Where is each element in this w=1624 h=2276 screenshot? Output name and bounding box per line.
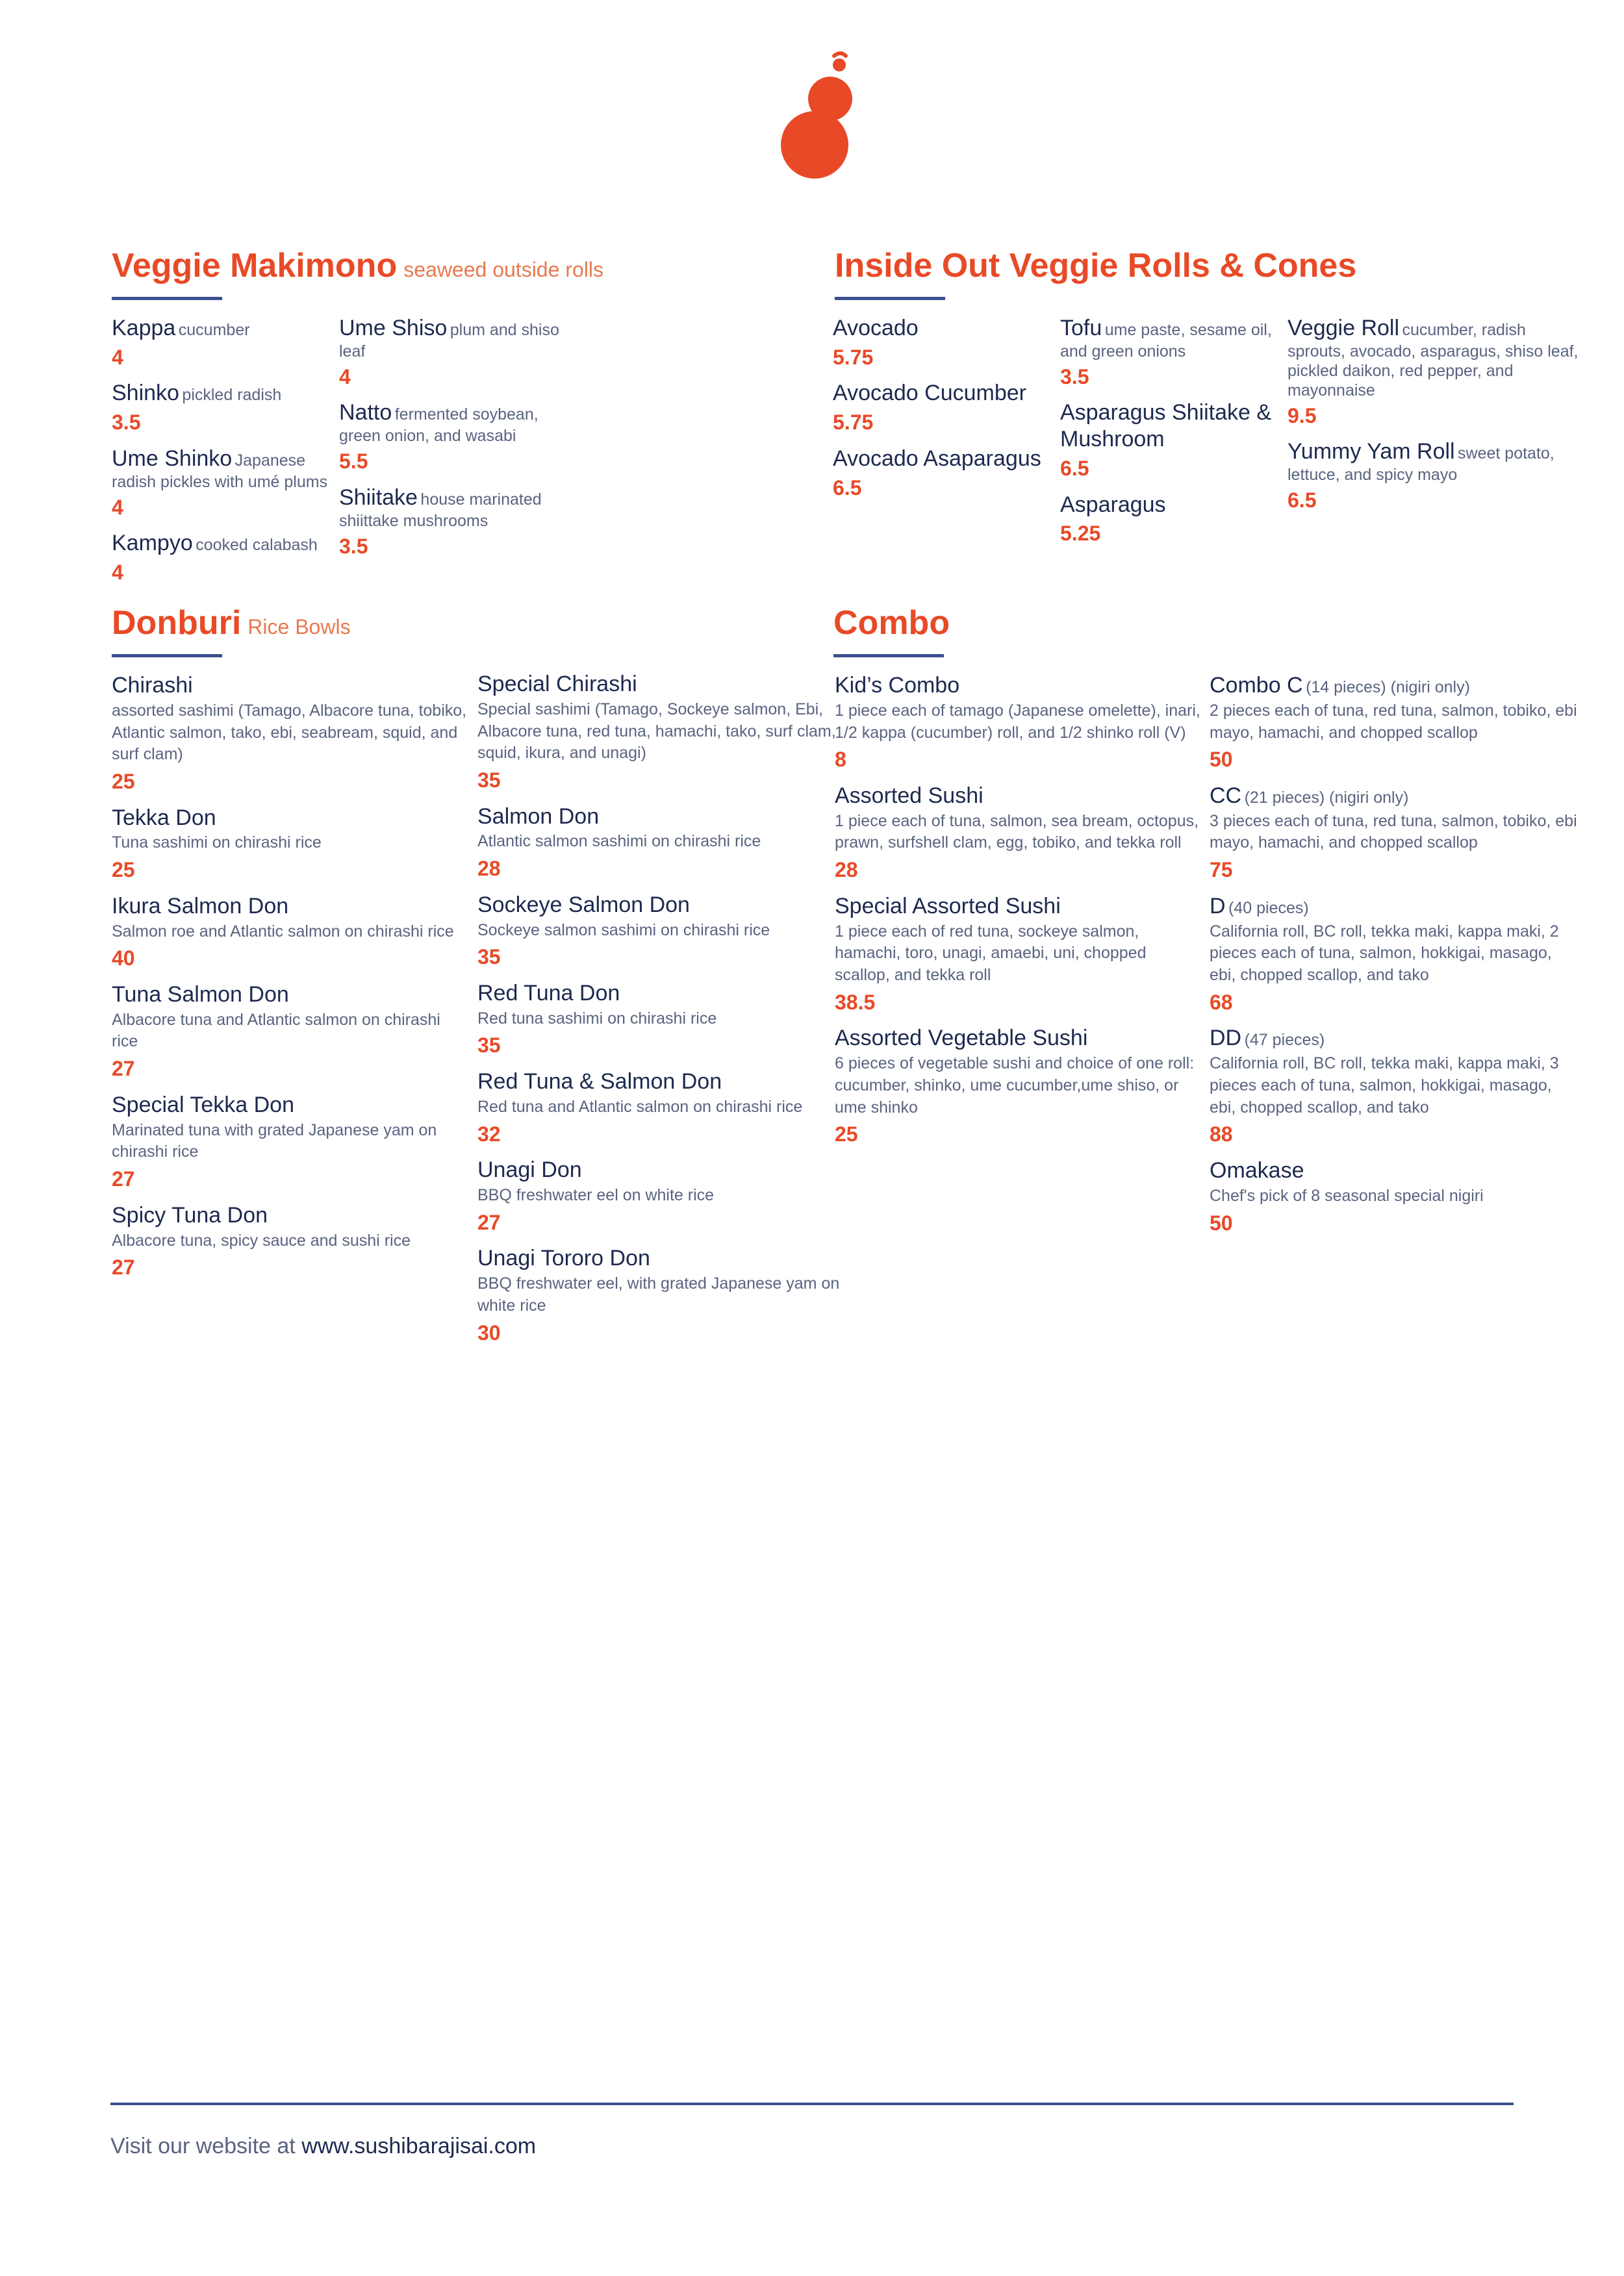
column bbox=[477, 671, 841, 1356]
item-price: 3.5 bbox=[1060, 364, 1089, 388]
menu-item bbox=[339, 315, 573, 390]
menu-item bbox=[1288, 438, 1580, 514]
item-description: plum and shiso leaf bbox=[339, 321, 559, 360]
item-price: 27 bbox=[112, 1167, 135, 1191]
item-description: California roll, BC roll, tekka maki, kappa maki, 2 pieces each of tuna, salmon, hokkigai, masago, ebi, chopped scallop, and tako bbox=[1210, 922, 1559, 985]
item-price: 5.75 bbox=[833, 345, 874, 369]
item-description: Chef's pick of 8 seasonal special nigiri bbox=[1210, 1186, 1484, 1205]
item-description: sweet potato, lettuce, and spicy mayo bbox=[1288, 444, 1554, 485]
item-price: 6.5 bbox=[1060, 456, 1089, 480]
item-name: Kid’s Combo bbox=[835, 673, 960, 698]
column bbox=[112, 315, 339, 596]
item-description: (14 pieces) (nigiri only) bbox=[1306, 678, 1470, 696]
item-description: Albacore tuna, spicy sauce and sushi rice bbox=[112, 1231, 411, 1250]
item-price: 28 bbox=[835, 858, 858, 882]
menu-item bbox=[112, 1202, 469, 1282]
menu-item bbox=[1060, 399, 1288, 482]
item-description: 1 piece each of red tuna, sockeye salmon, hamachi, toro, unagi, amaebi, uni, chopped scallop, and tekka roll bbox=[835, 922, 1147, 985]
menu-item bbox=[112, 530, 339, 586]
item-price: 3.5 bbox=[112, 411, 141, 435]
section-title: Combo bbox=[833, 604, 950, 642]
column bbox=[1288, 315, 1580, 524]
website-link[interactable]: www.sushibarajisai.com bbox=[301, 2134, 537, 2158]
menu-item bbox=[1210, 1157, 1580, 1237]
item-name: Kappa bbox=[112, 316, 176, 340]
item-price: 27 bbox=[477, 1210, 501, 1234]
section-combo bbox=[833, 606, 1548, 657]
menu-item bbox=[1210, 672, 1580, 774]
item-name: Sockeye Salmon Don bbox=[477, 892, 690, 917]
item-price: 50 bbox=[1210, 748, 1233, 772]
item-name: Red Tuna & Salmon Don bbox=[477, 1069, 722, 1094]
section-subtitle: Rice Bowls bbox=[247, 615, 351, 639]
item-price: 27 bbox=[112, 1256, 135, 1280]
item-description: 1 piece each of tuna, salmon, sea bream, octopus, prawn, surfshell clam, egg, tobiko, and tekka roll bbox=[835, 811, 1199, 852]
item-name: Ume Shinko bbox=[112, 446, 233, 471]
menu-item bbox=[833, 315, 1060, 371]
menu-item bbox=[1060, 492, 1288, 548]
item-description: 6 pieces of vegetable sushi and choice of one roll: cucumber, shinko, ume cucumber,ume shiso, or ume shinko bbox=[835, 1054, 1195, 1117]
menu-item bbox=[835, 672, 1205, 774]
item-name: Tuna Salmon Don bbox=[112, 981, 289, 1007]
item-name: Assorted Vegetable Sushi bbox=[835, 1026, 1088, 1051]
item-name: Yummy Yam Roll bbox=[1288, 439, 1455, 464]
item-description: cucumber, radish sprouts, avocado, asparagus, shiso leaf, pickled daikon, red pepper, and mayonnaise bbox=[1288, 321, 1579, 399]
menu-item bbox=[835, 783, 1205, 884]
item-price: 88 bbox=[1210, 1122, 1233, 1146]
item-description: cucumber bbox=[178, 321, 250, 339]
menu-item bbox=[1288, 315, 1580, 429]
item-description: 2 pieces each of tuna, red tuna, salmon, tobiko, ebi mayo, hamachi, and chopped scallop bbox=[1210, 701, 1577, 742]
item-description: ume paste, sesame oil, and green onions bbox=[1060, 321, 1272, 360]
item-price: 4 bbox=[112, 560, 123, 584]
section-donburi bbox=[112, 606, 813, 657]
item-name: Asparagus Shiitake & Mushroom bbox=[1060, 400, 1272, 452]
item-name: Unagi Tororo Don bbox=[477, 1246, 650, 1271]
item-description: Tuna sashimi on chirashi rice bbox=[112, 833, 322, 852]
item-description: Sockeye salmon sashimi on chirashi rice bbox=[477, 920, 770, 939]
item-description: fermented soybean, green onion, and wasabi bbox=[339, 405, 539, 446]
item-description: Red tuna and Atlantic salmon on chirashi rice bbox=[477, 1097, 803, 1116]
footer-divider bbox=[110, 2103, 1514, 2105]
item-price: 30 bbox=[477, 1321, 501, 1345]
item-price: 3.5 bbox=[339, 534, 368, 558]
item-name: CC bbox=[1210, 783, 1242, 808]
footer-prefix: Visit our website at bbox=[110, 2134, 302, 2158]
section-title: Donburi bbox=[112, 604, 242, 642]
item-name: Red Tuna Don bbox=[477, 980, 620, 1005]
item-name: Assorted Sushi bbox=[835, 783, 983, 808]
item-price: 35 bbox=[477, 945, 501, 969]
item-price: 4 bbox=[112, 345, 123, 369]
menu-item bbox=[477, 1068, 841, 1148]
item-name: D bbox=[1210, 893, 1226, 918]
item-price: 68 bbox=[1210, 990, 1233, 1014]
menu-item bbox=[1210, 783, 1580, 884]
item-description: pickled radish bbox=[182, 386, 282, 405]
item-name: Unagi Don bbox=[477, 1157, 582, 1183]
item-description: 1 piece each of tamago (Japanese omelette), inari, 1/2 kappa (cucumber) roll, and 1/2 shinko roll (V) bbox=[835, 701, 1200, 742]
column bbox=[339, 315, 573, 569]
item-description: 3 pieces each of tuna, red tuna, salmon, tobiko, ebi mayo, hamachi, and chopped scallop bbox=[1210, 811, 1577, 852]
item-price: 40 bbox=[112, 946, 135, 970]
item-name: Avocado Asaparagus bbox=[833, 446, 1041, 471]
item-description: cooked calabash bbox=[196, 536, 318, 555]
menu-item bbox=[477, 671, 841, 794]
item-description: assorted sashimi (Tamago, Albacore tuna, tobiko, Atlantic salmon, tako, ebi, seabream, squid, and surf clam) bbox=[112, 701, 467, 764]
menu-item bbox=[112, 981, 469, 1083]
item-description: California roll, BC roll, tekka maki, kappa maki, 3 pieces each of tuna, salmon, hokkigai, masago, ebi, chopped scallop, and tako bbox=[1210, 1054, 1559, 1117]
item-price: 25 bbox=[835, 1122, 858, 1146]
item-name: Kampyo bbox=[112, 531, 193, 556]
item-price: 25 bbox=[112, 858, 135, 882]
section-subtitle: seaweed outside rolls bbox=[403, 258, 603, 281]
menu-item bbox=[833, 380, 1060, 436]
item-description: (47 pieces) bbox=[1244, 1031, 1325, 1050]
item-description: (40 pieces) bbox=[1228, 898, 1309, 917]
menu-item bbox=[477, 980, 841, 1059]
item-price: 50 bbox=[1210, 1211, 1233, 1235]
menu-item bbox=[835, 1025, 1205, 1148]
item-price: 38.5 bbox=[835, 990, 876, 1014]
item-price: 28 bbox=[477, 857, 501, 881]
item-description: house marinated shiittake mushrooms bbox=[339, 490, 542, 530]
item-price: 6.5 bbox=[1288, 488, 1317, 512]
item-description: Japanese radish pickles with umé plums bbox=[112, 451, 328, 491]
menu-item bbox=[1060, 315, 1288, 390]
item-name: Shiitake bbox=[339, 485, 418, 510]
item-name: Special Tekka Don bbox=[112, 1092, 294, 1117]
section-title: Inside Out Veggie Rolls & Cones bbox=[835, 247, 1357, 284]
section-title: Veggie Makimono bbox=[112, 247, 398, 284]
item-name: Ume Shiso bbox=[339, 316, 448, 340]
section-underline bbox=[835, 297, 945, 300]
item-name: Tofu bbox=[1060, 316, 1102, 340]
column bbox=[833, 315, 1060, 511]
item-name: Avocado bbox=[833, 316, 919, 340]
item-name: Spicy Tuna Don bbox=[112, 1202, 268, 1228]
menu-item bbox=[1210, 1025, 1580, 1148]
item-price: 4 bbox=[339, 364, 351, 388]
item-description: BBQ freshwater eel, with grated Japanese yam on white rice bbox=[477, 1274, 840, 1315]
menu-item bbox=[112, 893, 469, 972]
section-underline bbox=[112, 297, 222, 300]
item-price: 5.5 bbox=[339, 449, 368, 474]
menu-item bbox=[339, 399, 573, 475]
item-name: Avocado Cucumber bbox=[833, 381, 1026, 406]
column bbox=[1210, 672, 1580, 1246]
item-price: 27 bbox=[112, 1057, 135, 1081]
footer bbox=[110, 2134, 536, 2159]
menu-item bbox=[112, 1092, 469, 1193]
item-price: 75 bbox=[1210, 858, 1233, 882]
item-description: Red tuna sashimi on chirashi rice bbox=[477, 1009, 717, 1028]
menu-item bbox=[112, 672, 469, 796]
item-name: DD bbox=[1210, 1026, 1242, 1051]
menu-item bbox=[835, 893, 1205, 1017]
section-underline bbox=[833, 654, 944, 657]
item-name: Combo C bbox=[1210, 673, 1303, 698]
item-price: 6.5 bbox=[833, 475, 862, 499]
item-price: 9.5 bbox=[1288, 403, 1317, 427]
menu-item bbox=[112, 315, 339, 371]
section-veggie-makimono bbox=[112, 249, 813, 300]
menu-item bbox=[477, 803, 841, 883]
item-price: 35 bbox=[477, 768, 501, 792]
menu-item bbox=[339, 485, 573, 560]
column bbox=[112, 672, 469, 1291]
column bbox=[1060, 315, 1288, 557]
menu-item bbox=[477, 892, 841, 971]
item-description: Salmon roe and Atlantic salmon on chirashi rice bbox=[112, 922, 454, 941]
gourd-logo-icon bbox=[767, 51, 870, 181]
item-description: (21 pieces) (nigiri only) bbox=[1244, 788, 1409, 807]
item-name: Salmon Don bbox=[477, 803, 600, 829]
section-underline bbox=[112, 654, 222, 657]
item-price: 5.25 bbox=[1060, 522, 1101, 546]
item-name: Asparagus bbox=[1060, 492, 1166, 517]
menu-item bbox=[112, 380, 339, 436]
section-inside-out bbox=[835, 249, 1549, 300]
item-price: 25 bbox=[112, 770, 135, 794]
column bbox=[835, 672, 1205, 1157]
item-price: 35 bbox=[477, 1033, 501, 1057]
item-description: BBQ freshwater eel on white rice bbox=[477, 1186, 715, 1204]
menu-item bbox=[1210, 893, 1580, 1017]
item-name: Chirashi bbox=[112, 673, 193, 698]
menu-item bbox=[477, 1245, 841, 1347]
item-name: Special Assorted Sushi bbox=[835, 893, 1061, 918]
item-name: Tekka Don bbox=[112, 805, 216, 830]
item-description: Atlantic salmon sashimi on chirashi rice bbox=[477, 832, 761, 851]
item-name: Veggie Roll bbox=[1288, 316, 1400, 340]
item-price: 8 bbox=[835, 748, 846, 772]
item-name: Omakase bbox=[1210, 1158, 1304, 1183]
item-description: Special sashimi (Tamago, Sockeye salmon, Ebi, Albacore tuna, red tuna, hamachi, tako, surf clam, squid, ikura, and unagi) bbox=[477, 700, 836, 763]
item-name: Natto bbox=[339, 400, 392, 425]
item-price: 5.75 bbox=[833, 411, 874, 435]
item-price: 32 bbox=[477, 1122, 501, 1146]
item-name: Ikura Salmon Don bbox=[112, 893, 289, 918]
menu-item bbox=[833, 446, 1060, 501]
item-name: Shinko bbox=[112, 381, 179, 406]
menu-item bbox=[112, 446, 339, 521]
menu-item bbox=[477, 1157, 841, 1236]
item-name: Special Chirashi bbox=[477, 672, 637, 696]
item-description: Albacore tuna and Atlantic salmon on chirashi rice bbox=[112, 1010, 440, 1051]
item-description: Marinated tuna with grated Japanese yam on chirashi rice bbox=[112, 1120, 437, 1161]
item-price: 4 bbox=[112, 495, 123, 519]
menu-item bbox=[112, 805, 469, 884]
